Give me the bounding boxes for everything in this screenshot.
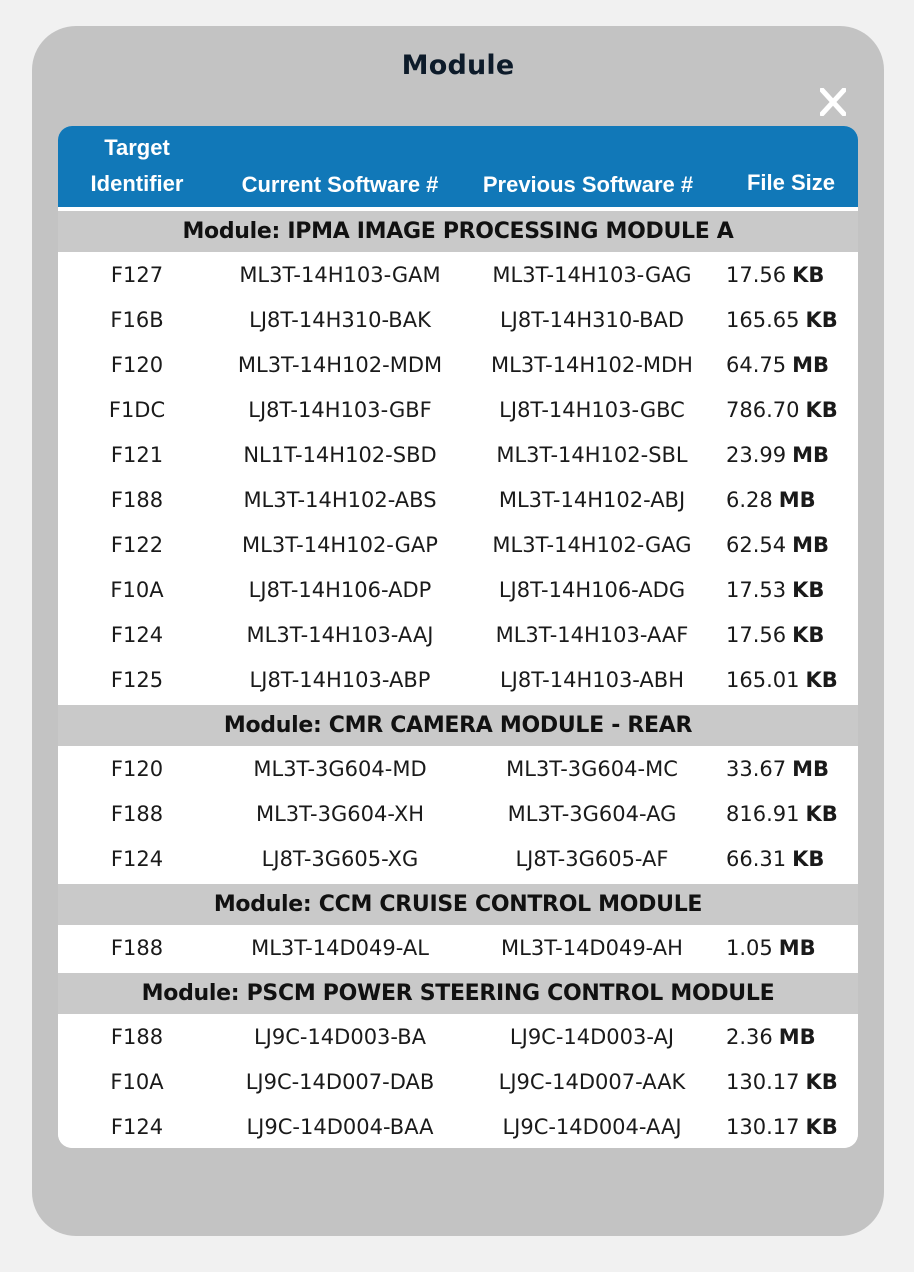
cell-target-identifier: F121 (110, 443, 164, 467)
cell-current-software: LJ9C-14D004-BAA (246, 1115, 434, 1139)
cell-previous-software: ML3T-3G604-AG (507, 802, 677, 826)
module-group-header: Module: PSCM POWER STEERING CONTROL MODULE (58, 973, 858, 1014)
close-icon (820, 88, 846, 116)
cell-previous-software: ML3T-14H102-ABJ (498, 488, 686, 512)
cell-file-size (726, 1017, 858, 1058)
table-row (58, 1017, 858, 1058)
file-size-value: 816.91 (726, 802, 800, 826)
software-table (58, 126, 858, 1148)
file-size-value: 62.54 (726, 533, 787, 557)
cell-file-size (726, 1062, 858, 1103)
cell-current-software: NL1T-14H102-SBD (243, 443, 437, 467)
cell-current-software: ML3T-14H102-ABS (243, 488, 437, 512)
cell-file-size (726, 615, 858, 656)
cell-previous-software: ML3T-14H103-GAG (492, 263, 692, 287)
cell-current-software: ML3T-3G604-MD (253, 757, 427, 781)
cell-previous-software: ML3T-14H102-SBL (496, 443, 688, 467)
file-size-value: 17.56 (726, 263, 787, 287)
cell-file-size (726, 794, 858, 835)
file-size-value: 33.67 (726, 757, 787, 781)
cell-current-software: ML3T-14H103-AAJ (246, 623, 434, 647)
file-size-value: 17.53 (726, 578, 787, 602)
file-size-value: 23.99 (726, 443, 787, 467)
cell-target-identifier: F188 (110, 1025, 164, 1049)
file-size-unit: KB (805, 308, 838, 332)
file-size-unit: MB (792, 757, 830, 781)
cell-file-size (726, 525, 858, 566)
cell-target-identifier: F120 (110, 757, 164, 781)
cell-file-size (726, 345, 858, 386)
table-body (58, 211, 858, 1148)
cell-previous-software: ML3T-14D049-AH (501, 936, 683, 960)
cell-file-size (726, 839, 858, 880)
cell-target-identifier: F120 (110, 353, 164, 377)
file-size-unit: KB (792, 623, 825, 647)
header-target-line1: Target (104, 135, 170, 160)
cell-current-software: ML3T-3G604-XH (255, 802, 425, 826)
file-size-unit: KB (805, 668, 838, 692)
module-group-header: Module: CCM CRUISE CONTROL MODULE (58, 884, 858, 925)
header-file-size: File Size (746, 170, 836, 195)
cell-target-identifier: F16B (110, 308, 164, 332)
cell-previous-software: LJ8T-14H310-BAD (499, 308, 685, 332)
cell-previous-software: LJ9C-14D003-AJ (509, 1025, 675, 1049)
table-row (58, 749, 858, 790)
cell-previous-software: LJ8T-14H103-ABH (499, 668, 684, 692)
cell-target-identifier: F125 (110, 668, 164, 692)
file-size-unit: MB (792, 443, 830, 467)
close-button[interactable] (818, 82, 848, 122)
table-row (58, 435, 858, 476)
file-size-unit: MB (778, 488, 816, 512)
table-row (58, 255, 858, 296)
cell-file-size (726, 928, 858, 969)
table-row (58, 1062, 858, 1103)
header-target-line2: Identifier (90, 171, 184, 196)
module-group-header: Module: CMR CAMERA MODULE - REAR (58, 705, 858, 746)
cell-previous-software: ML3T-14H102-GAG (492, 533, 692, 557)
file-size-unit: KB (805, 398, 838, 422)
file-size-value: 17.56 (726, 623, 787, 647)
table-row (58, 794, 858, 835)
cell-target-identifier: F127 (110, 263, 164, 287)
cell-file-size (726, 390, 858, 431)
cell-file-size (726, 749, 858, 790)
cell-previous-software: LJ8T-3G605-AF (515, 847, 669, 871)
file-size-unit: KB (792, 847, 825, 871)
module-group-header: Module: IPMA IMAGE PROCESSING MODULE A (58, 211, 858, 252)
cell-file-size (726, 570, 858, 611)
table-row (58, 525, 858, 566)
file-size-value: 786.70 (726, 398, 800, 422)
file-size-value: 2.36 (726, 1025, 773, 1049)
table-row (58, 615, 858, 656)
header-current-software: Current Software # (241, 172, 439, 197)
cell-current-software: LJ9C-14D007-DAB (245, 1070, 435, 1094)
cell-previous-software: LJ9C-14D004-AAJ (502, 1115, 682, 1139)
cell-current-software: LJ9C-14D003-BA (253, 1025, 427, 1049)
file-size-value: 165.65 (726, 308, 800, 332)
cell-target-identifier: F124 (110, 847, 164, 871)
cell-current-software: ML3T-14H102-MDM (237, 353, 443, 377)
table-row (58, 1107, 858, 1148)
cell-target-identifier: F188 (110, 936, 164, 960)
file-size-value: 66.31 (726, 847, 787, 871)
cell-current-software: LJ8T-14H106-ADP (248, 578, 432, 602)
cell-previous-software: ML3T-14H102-MDH (491, 353, 693, 377)
dialog-title: Module (401, 50, 515, 81)
table-row (58, 390, 858, 431)
file-size-value: 165.01 (726, 668, 800, 692)
table-row (58, 345, 858, 386)
cell-previous-software: LJ8T-14H103-GBC (499, 398, 685, 422)
table-row (58, 570, 858, 611)
cell-file-size (726, 300, 858, 341)
cell-previous-software: LJ9C-14D007-AAK (498, 1070, 686, 1094)
file-size-value: 64.75 (726, 353, 787, 377)
cell-file-size (726, 435, 858, 476)
cell-current-software: ML3T-14H102-GAP (242, 533, 438, 557)
cell-target-identifier: F124 (110, 623, 164, 647)
cell-file-size (726, 255, 858, 296)
file-size-unit: KB (805, 802, 838, 826)
file-size-unit: KB (792, 263, 825, 287)
cell-target-identifier: F188 (110, 488, 164, 512)
cell-target-identifier: F10A (110, 578, 164, 602)
file-size-value: 6.28 (726, 488, 773, 512)
table-row (58, 839, 858, 880)
header-target-identifier (72, 130, 202, 202)
table-row (58, 480, 858, 521)
cell-target-identifier: F10A (110, 1070, 164, 1094)
cell-current-software: LJ8T-3G605-XG (261, 847, 419, 871)
table-row (58, 660, 858, 701)
cell-target-identifier: F188 (110, 802, 164, 826)
cell-target-identifier: F122 (110, 533, 164, 557)
cell-current-software: ML3T-14H103-GAM (239, 263, 441, 287)
file-size-unit: MB (792, 353, 830, 377)
cell-file-size (726, 1107, 858, 1148)
cell-previous-software: ML3T-3G604-MC (506, 757, 678, 781)
cell-target-identifier: F124 (110, 1115, 164, 1139)
file-size-value: 130.17 (726, 1070, 800, 1094)
file-size-unit: KB (805, 1070, 838, 1094)
table-header (58, 126, 858, 207)
cell-current-software: LJ8T-14H103-ABP (249, 668, 431, 692)
file-size-unit: KB (792, 578, 825, 602)
file-size-unit: KB (805, 1115, 838, 1139)
file-size-value: 1.05 (726, 936, 773, 960)
header-previous-software: Previous Software # (482, 172, 694, 197)
table-row (58, 300, 858, 341)
file-size-unit: MB (778, 1025, 816, 1049)
cell-previous-software: LJ8T-14H106-ADG (498, 578, 686, 602)
cell-current-software: LJ8T-14H103-GBF (248, 398, 432, 422)
cell-current-software: ML3T-14D049-AL (251, 936, 429, 960)
file-size-unit: MB (778, 936, 816, 960)
cell-file-size (726, 660, 858, 701)
table-row (58, 928, 858, 969)
cell-file-size (726, 480, 858, 521)
file-size-unit: MB (792, 533, 830, 557)
cell-current-software: LJ8T-14H310-BAK (249, 308, 431, 332)
cell-previous-software: ML3T-14H103-AAF (495, 623, 689, 647)
file-size-value: 130.17 (726, 1115, 800, 1139)
cell-target-identifier: F1DC (108, 398, 166, 422)
module-dialog (32, 26, 884, 1236)
